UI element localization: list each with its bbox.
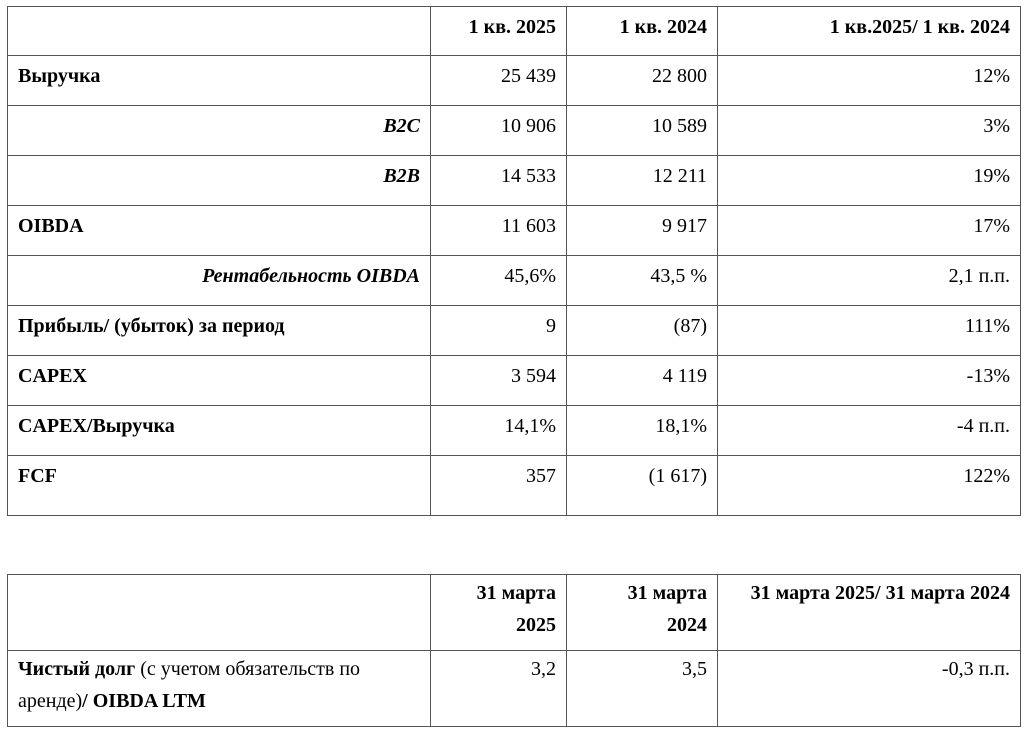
row-label: OIBDA — [8, 206, 431, 256]
table-header-row — [8, 7, 1021, 56]
net-debt-table — [7, 574, 1021, 727]
table-row-capex — [8, 356, 1021, 406]
row-label — [8, 651, 431, 727]
row-label: Прибыль/ (убыток) за период — [8, 306, 431, 356]
value-2025: 45,6% — [431, 256, 567, 306]
value-2025: 11 603 — [431, 206, 567, 256]
value-change: 17% — [718, 206, 1021, 256]
value-2024: 3,5 — [567, 651, 718, 727]
label-bold-suffix: / OIBDA LTM — [82, 690, 206, 712]
value-2025: 10 906 — [431, 106, 567, 156]
value-change: 111% — [718, 306, 1021, 356]
value-2025: 3 594 — [431, 356, 567, 406]
header-change: 31 марта 2025/ 31 марта 2024 — [718, 575, 1021, 651]
value-2024: 9 917 — [567, 206, 718, 256]
value-2025: 25 439 — [431, 56, 567, 106]
row-label: Рентабельность OIBDA — [8, 256, 431, 306]
table-row-capex-revenue — [8, 406, 1021, 456]
value-change: -13% — [718, 356, 1021, 406]
header-change: 1 кв.2025/ 1 кв. 2024 — [718, 7, 1021, 56]
table-row-b2c — [8, 106, 1021, 156]
value-change: -4 п.п. — [718, 406, 1021, 456]
header-mar31-2025 — [431, 575, 567, 651]
label-bold-part: Чистый долг — [18, 658, 136, 680]
table-row-net-debt — [8, 651, 1021, 727]
value-2024: 10 589 — [567, 106, 718, 156]
value-2024: 4 119 — [567, 356, 718, 406]
value-2024: 43,5 % — [567, 256, 718, 306]
header-line: 2025 — [516, 614, 556, 636]
financial-results-table — [7, 6, 1021, 516]
value-2024: (1 617) — [567, 456, 718, 516]
header-line: 31 марта — [627, 582, 707, 604]
header-line: 2024 — [667, 614, 707, 636]
value-change: 19% — [718, 156, 1021, 206]
value-2025: 357 — [431, 456, 567, 516]
table-row-oibda-margin — [8, 256, 1021, 306]
label-normal-part: (с учетом обязательств по аренде) — [18, 658, 361, 712]
value-2024: 12 211 — [567, 156, 718, 206]
table-row-fcf — [8, 456, 1021, 516]
table-row-profit — [8, 306, 1021, 356]
value-change: -0,3 п.п. — [718, 651, 1021, 727]
header-line: 31 марта — [476, 582, 556, 604]
row-label: FCF — [8, 456, 431, 516]
value-2024: (87) — [567, 306, 718, 356]
table-row-revenue — [8, 56, 1021, 106]
table-row-b2b — [8, 156, 1021, 206]
value-2025: 14,1% — [431, 406, 567, 456]
row-label: B2C — [8, 106, 431, 156]
value-change: 2,1 п.п. — [718, 256, 1021, 306]
value-2025: 3,2 — [431, 651, 567, 727]
value-change: 12% — [718, 56, 1021, 106]
value-change: 122% — [718, 456, 1021, 516]
header-q1-2024: 1 кв. 2024 — [567, 7, 718, 56]
table-row-oibda — [8, 206, 1021, 256]
header-empty-cell — [8, 7, 431, 56]
row-label: CAPEX — [8, 356, 431, 406]
value-2025: 9 — [431, 306, 567, 356]
header-q1-2025: 1 кв. 2025 — [431, 7, 567, 56]
row-label: B2B — [8, 156, 431, 206]
table-header-row — [8, 575, 1021, 651]
row-label: CAPEX/Выручка — [8, 406, 431, 456]
value-change: 3% — [718, 106, 1021, 156]
header-empty-cell — [8, 575, 431, 651]
value-2024: 22 800 — [567, 56, 718, 106]
value-2025: 14 533 — [431, 156, 567, 206]
row-label: Выручка — [8, 56, 431, 106]
value-2024: 18,1% — [567, 406, 718, 456]
header-mar31-2024 — [567, 575, 718, 651]
